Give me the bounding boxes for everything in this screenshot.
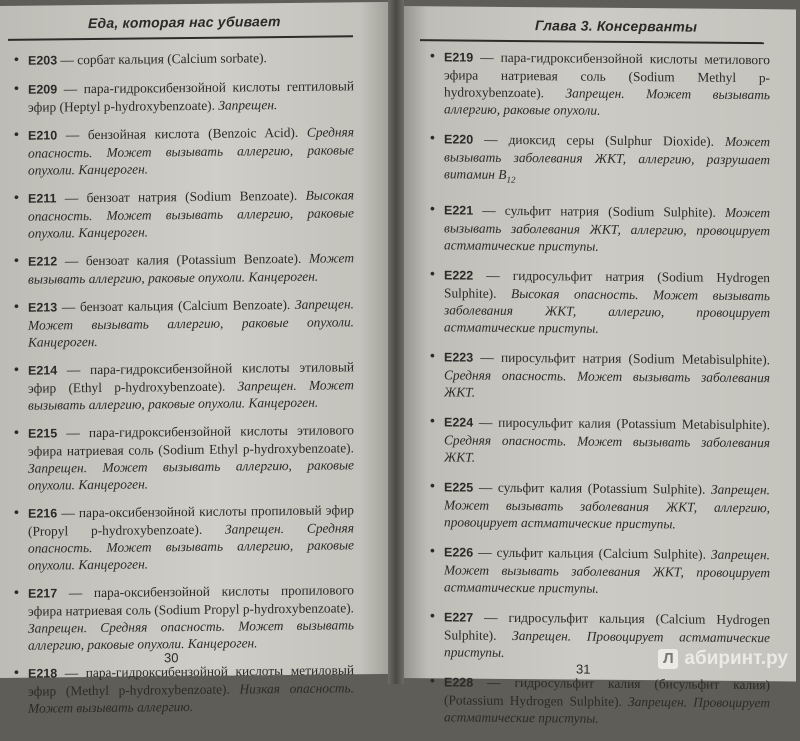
header-rule-right [420, 39, 764, 44]
additive-note: Средняя опасность. Может вызывать аллергию, раковые опухоли. Канцероген. [28, 124, 354, 178]
additive-description: — пара-гидроксибензойной кислоты этилового эфира натриевая соль (Sodium Ethyl p-hydroxybenzoate). [28, 422, 354, 459]
additive-description: — сорбат кальция (Calcium sorbate). [57, 50, 267, 68]
additive-note: Запрещен. Может вызывать аллергию, раковые опухоли. [444, 85, 770, 118]
additive-code: E221 [444, 203, 474, 218]
page-number-right: 31 [576, 661, 591, 677]
additive-description: — пиросульфит натрия (Sodium Metabisulphite). [473, 349, 770, 367]
additive-code: E214 [28, 363, 58, 378]
additive-note: Запрещен. Может вызывать заболевания ЖКТ, аллергию, провоцирует астматические приступы. [444, 481, 770, 532]
additive-entry [430, 266, 770, 338]
labirint-watermark [658, 648, 788, 670]
additive-note: Высокая опасность. Может вызывать аллергию, раковые опухоли. Канцероген. [28, 187, 354, 241]
bullet-icon: • [14, 253, 19, 269]
bullet-icon: • [430, 348, 435, 364]
additive-description: — гидросульфит калия (бисульфит калия) (Potassium Hydrogen Sulphite). [444, 674, 770, 709]
additive-description: — гидросульфит натрия (Sodium Hydrogen Sulphite). [444, 267, 770, 301]
additive-description: — бензоат кальция (Calcium Benzoate). [57, 296, 295, 315]
additive-description: — пара-гидроксибензойной кислоты метилового эфира натриевая соль (Sodium Methyl p-hydroxybenzoate). [444, 49, 770, 101]
additive-code: E209 [28, 82, 58, 97]
additive-entry [14, 249, 354, 288]
additive-entry [14, 123, 354, 179]
additive-description: — сульфит кальция (Calcium Sulphite). [473, 544, 711, 562]
additive-code: E219 [444, 50, 474, 65]
additive-entry [14, 295, 354, 351]
additive-description: — сульфит калия (Potassium Sulphite). [473, 479, 711, 497]
additive-note: Низкая опасность. Может вызывать аллергию. [28, 680, 354, 716]
additive-entry [430, 130, 770, 191]
additive-code: E223 [444, 350, 474, 365]
additive-note: Запрещен. Может вызывать аллергию, раковые опухоли. Канцероген. [28, 296, 354, 350]
bullet-icon: • [14, 299, 19, 315]
additive-note: Может вызывать аллергию, раковые опухоли. Канцероген. [28, 250, 354, 287]
additive-description: — бензоат натрия (Sodium Benzoate). [56, 187, 306, 206]
running-header-left: Еда, которая нас убивает [88, 13, 281, 32]
additive-code: E211 [28, 191, 57, 206]
additive-entry [14, 421, 354, 494]
additive-list-left [14, 48, 354, 728]
additive-note: Может вызывать заболевания ЖКТ, аллергию, провоцирует астматические приступы. [444, 204, 770, 254]
bullet-icon: • [14, 190, 19, 206]
bullet-icon: • [430, 49, 435, 65]
additive-entry [14, 501, 354, 574]
bullet-icon: • [430, 543, 435, 559]
book-gutter [388, 0, 404, 684]
additive-description: — гидросульфит кальция (Calcium Hydrogen Sulphite). [444, 609, 770, 643]
additive-note: Запрещен. Провоцирует астматические приступы. [444, 693, 770, 726]
additive-note: Запрещен. Может вызывать аллергию, раковые опухоли. Канцероген. [28, 457, 354, 493]
additive-code: E222 [444, 268, 474, 283]
additive-description: — пара-гидроксибензойной кислоты гептиловый эфир (Heptyl p-hydroxybenzoate). [28, 78, 354, 115]
additive-entry [430, 348, 770, 403]
bullet-icon: • [14, 665, 19, 681]
additive-entry [14, 358, 354, 414]
bullet-icon: • [430, 131, 435, 147]
additive-entry [14, 48, 354, 70]
additive-code: E228 [444, 675, 474, 690]
additive-entry [14, 186, 354, 242]
labirint-logo-icon: Л [658, 649, 678, 669]
bullet-icon: • [430, 608, 435, 624]
watermark-text: абиринт.ру [684, 648, 788, 669]
bullet-icon: • [14, 585, 19, 601]
additive-description: — бензоат калия (Potassium Benzoate). [57, 250, 309, 269]
additive-note: Запрещен. Средняя опасность. Может вызывать аллергию, раковые опухоли. Канцероген. [28, 617, 354, 653]
additive-code: E227 [444, 610, 474, 625]
bullet-icon: • [14, 127, 19, 143]
additive-code: E216 [28, 506, 58, 521]
bullet-icon: • [14, 425, 19, 441]
additive-code: E217 [28, 586, 58, 601]
additive-description: — пара-гидроксибензойной кислоты этиловый эфир (Ethyl p-hydroxybenzoate). [28, 359, 354, 396]
additive-entry [14, 77, 354, 116]
additive-note: Высокая опасность. Может вызывать заболевания ЖКТ, аллергию, провоцирует астматические приступы. [444, 285, 770, 336]
additive-description: — пара-оксибензойной кислоты пропилового эфира натриевая соль (Sodium Propyl p-hydroxybenzoate). [28, 582, 354, 619]
additive-list-right [430, 48, 770, 741]
additive-code: E224 [444, 415, 474, 430]
left-page [0, 2, 392, 716]
additive-note: Запрещен. Может вызывать аллергию, раковые опухоли. Канцероген. [28, 377, 354, 413]
additive-code: E220 [444, 132, 474, 147]
additive-note: Запрещен. Может вызывать заболевания ЖКТ, провоцирует астматические приступы. [444, 546, 770, 596]
running-header-right: Глава 3. Консерванты [535, 17, 698, 35]
additive-note: Запрещен. Средняя опасность. Может вызывать аллергию, раковые опухоли. Канцероген. [28, 520, 354, 573]
header-rule-left [8, 35, 353, 41]
right-page [400, 6, 796, 726]
additive-code: E203 [28, 53, 58, 68]
vitamin-subscript: 12 [506, 174, 516, 185]
additive-note: Средняя опасность. Может вызывать заболевания ЖКТ. [444, 432, 770, 465]
additive-entry [430, 478, 770, 533]
additive-description: — пара-гидроксибензойной кислоты метиловый эфир (Methyl p-hydroxybenzoate). [28, 662, 354, 699]
bullet-icon: • [430, 673, 435, 689]
bullet-icon: • [430, 266, 435, 282]
additive-entry [430, 543, 770, 598]
additive-code: E213 [28, 300, 58, 315]
additive-description: — диоксид серы (Sulphur Dioxide). [473, 131, 725, 149]
additive-code: E218 [28, 666, 58, 681]
additive-entry [430, 201, 770, 256]
bullet-icon: • [14, 52, 19, 68]
additive-code: E215 [28, 426, 58, 441]
additive-note: Средняя опасность. Может вызывать заболевания ЖКТ. [444, 367, 770, 400]
additive-code: E210 [28, 128, 58, 143]
bullet-icon: • [430, 478, 435, 494]
additive-entry [14, 661, 354, 717]
bullet-icon: • [430, 413, 435, 429]
additive-entry [430, 48, 770, 120]
additive-entry [14, 581, 354, 654]
additive-note: Может вызывать заболевания ЖКТ, аллергию, разрушает витамин B [444, 133, 770, 182]
additive-entry [430, 413, 770, 468]
bullet-icon: • [430, 201, 435, 217]
additive-description: — бензойная кислота (Benzoic Acid). [57, 124, 307, 143]
bullet-icon: • [14, 505, 19, 521]
additive-note: Запрещен. Провоцирует астматические приступы. [444, 627, 770, 660]
additive-entry [430, 673, 770, 728]
bullet-icon: • [14, 81, 19, 97]
additive-note: Запрещен. [218, 97, 278, 113]
additive-code: E225 [444, 480, 474, 495]
additive-description: — сульфит натрия (Sodium Sulphite). [473, 202, 725, 220]
additive-code: E226 [444, 545, 474, 560]
page-number-left: 30 [164, 650, 179, 666]
bullet-icon: • [14, 362, 19, 378]
additive-description: — пиросульфит калия (Potassium Metabisulphite). [473, 414, 770, 432]
additive-code: E212 [28, 254, 58, 269]
additive-description: — пара-оксибензойной кислоты пропиловый эфир (Propyl p-hydroxybenzoate). [28, 502, 354, 539]
